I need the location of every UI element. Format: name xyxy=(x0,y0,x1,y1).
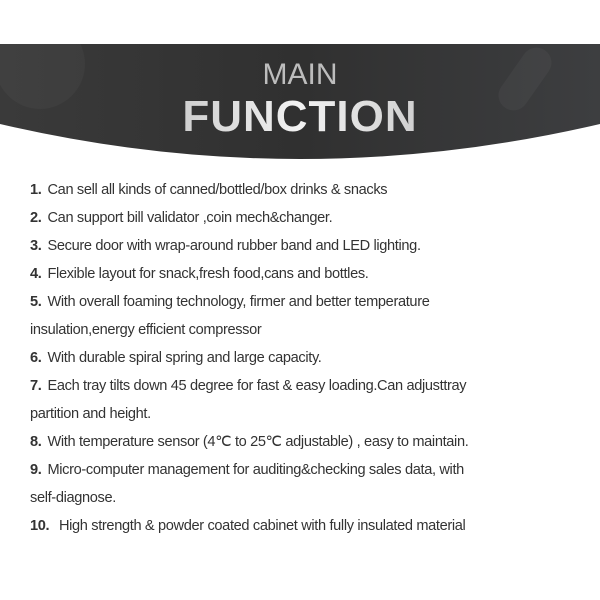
item-number: 4. xyxy=(30,266,42,282)
feature-item xyxy=(30,176,590,204)
item-number: 10. xyxy=(30,518,50,534)
item-text-continued: insulation,energy efficient compressor xyxy=(30,322,262,338)
feature-item xyxy=(30,260,590,288)
item-text: With temperature sensor (4℃ to 25℃ adjustable) , easy to maintain. xyxy=(47,434,469,450)
feature-item xyxy=(30,204,590,232)
title-top: MAIN xyxy=(262,58,338,91)
item-text: Flexible layout for snack,fresh food,cans and bottles. xyxy=(47,266,369,282)
item-text: Can sell all kinds of canned/bottled/box drinks & snacks xyxy=(47,182,388,198)
feature-item xyxy=(30,428,590,456)
feature-item xyxy=(30,512,590,540)
feature-item xyxy=(30,372,590,428)
item-text-continued: self-diagnose. xyxy=(30,490,116,506)
item-text: High strength & powder coated cabinet with fully insulated material xyxy=(55,518,466,534)
item-text: Can support bill validator ,coin mech&changer. xyxy=(47,210,333,226)
item-number: 6. xyxy=(30,350,42,366)
feature-list xyxy=(30,176,590,540)
feature-item xyxy=(30,344,590,372)
item-text-continued: partition and height. xyxy=(30,406,151,422)
feature-item xyxy=(30,232,590,260)
feature-item xyxy=(30,288,590,344)
feature-item xyxy=(30,456,590,512)
item-text: With durable spiral spring and large capacity. xyxy=(47,350,322,366)
title-main: FUNCTION xyxy=(0,92,600,142)
item-number: 1. xyxy=(30,182,42,198)
item-text: Micro-computer management for auditing&checking sales data, with xyxy=(47,462,464,478)
item-number: 9. xyxy=(30,462,42,478)
item-number: 2. xyxy=(30,210,42,226)
item-number: 5. xyxy=(30,294,42,310)
item-number: 8. xyxy=(30,434,42,450)
item-number: 7. xyxy=(30,378,42,394)
item-text: With overall foaming technology, firmer and better temperature xyxy=(47,294,430,310)
item-number: 3. xyxy=(30,238,42,254)
item-text: Secure door with wrap-around rubber band and LED lighting. xyxy=(47,238,421,254)
item-text: Each tray tilts down 45 degree for fast & easy loading.Can adjusttray xyxy=(47,378,467,394)
